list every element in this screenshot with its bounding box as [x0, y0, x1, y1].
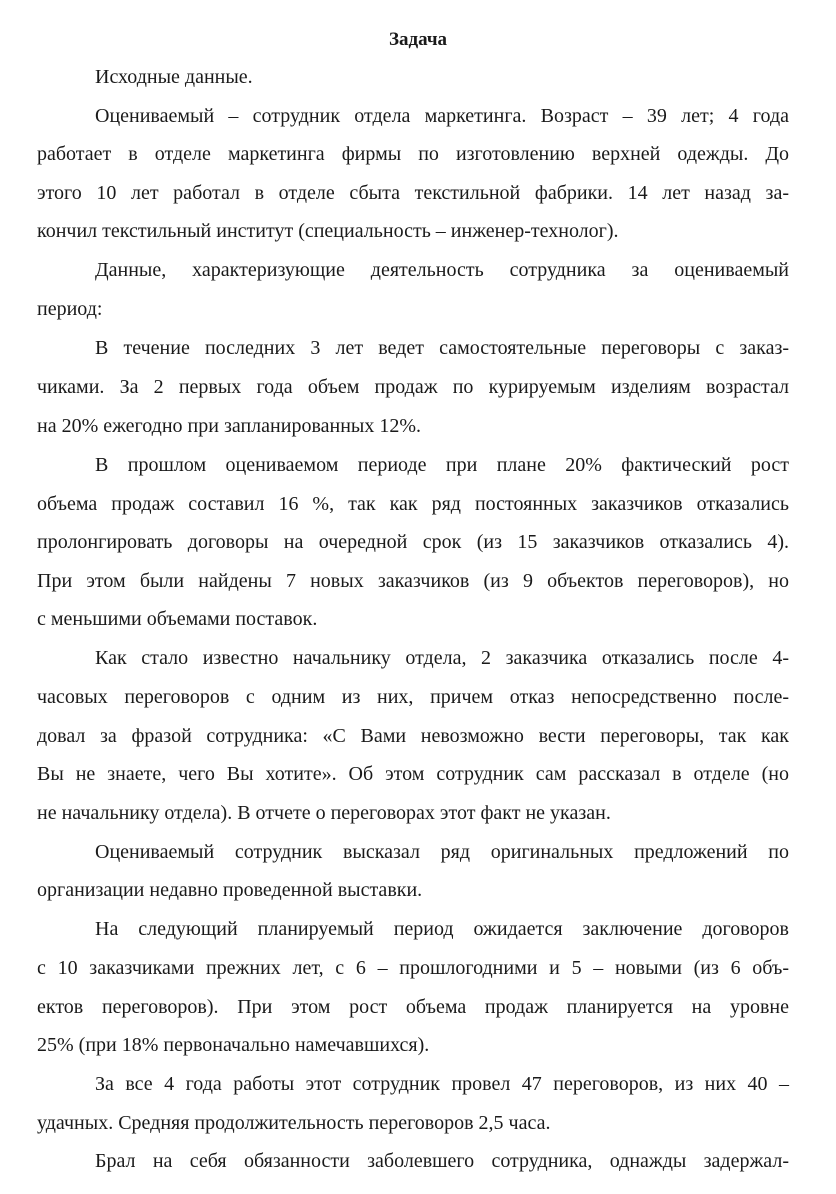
text-line: В течение последних 3 лет ведет самостоятельные переговоры с заказ- — [95, 337, 789, 359]
text-line: Данные, характеризующие деятельность сотрудника за оцениваемый — [95, 259, 789, 281]
text-line: Вы не знаете, чего Вы хотите». Об этом сотрудник сам рассказал в отделе (но — [37, 763, 789, 785]
text-line: на 20% ежегодно при запланированных 12%. — [37, 415, 422, 437]
text-line: организации недавно проведенной выставки. — [37, 879, 423, 901]
text-line: Оцениваемый – сотрудник отдела маркетинга. Возраст – 39 лет; 4 года — [95, 105, 789, 127]
text-line: В прошлом оцениваемом периоде при плане 20% фактический рост — [95, 454, 789, 476]
text-line: Брал на себя обязанности заболевшего сотрудника, однажды задержал- — [95, 1150, 789, 1172]
text-line: Исходные данные. — [95, 66, 253, 88]
text-line: период: — [37, 298, 103, 320]
text-line: довал за фразой сотрудника: «С Вами невозможно вести переговоры, так как — [37, 725, 789, 747]
text-line: не начальнику отдела). В отчете о переговорах этот факт не указан. — [37, 802, 611, 824]
text-line: ектов переговоров). При этом рост объема продаж планируется на уровне — [37, 996, 789, 1018]
text-line: чиками. За 2 первых года объем продаж по курируемым изделиям возрастал — [37, 376, 789, 398]
text-line: часовых переговоров с одним из них, причем отказ непосредственно после- — [37, 686, 789, 708]
text-line: кончил текстильный институт (специальность – инженер-технолог). — [37, 220, 619, 242]
text-line: За все 4 года работы этот сотрудник провел 47 переговоров, из них 40 – — [95, 1073, 789, 1095]
text-line: 25% (при 18% первоначально намечавшихся). — [37, 1034, 430, 1056]
text-line: При этом были найдены 7 новых заказчиков (из 9 объектов переговоров), но — [37, 570, 789, 592]
text-line: Оцениваемый сотрудник высказал ряд оригинальных предложений по — [95, 841, 789, 863]
text-line: с 10 заказчиками прежних лет, с 6 – прошлогодними и 5 – новыми (из 6 объ- — [37, 957, 789, 979]
text-line: пролонгировать договоры на очередной срок (из 15 заказчиков отказались 4). — [37, 531, 789, 553]
document-title: Задача — [388, 29, 448, 50]
text-line: с меньшими объемами поставок. — [37, 608, 318, 630]
text-line: На следующий планируемый период ожидается заключение договоров — [95, 918, 789, 940]
text-line: этого 10 лет работал в отделе сбыта текстильной фабрики. 14 лет назад за- — [37, 182, 789, 204]
text-line: Как стало известно начальнику отдела, 2 заказчика отказались после 4- — [95, 647, 789, 669]
text-line: удачных. Средняя продолжительность переговоров 2,5 часа. — [37, 1112, 551, 1134]
text-line: объема продаж составил 16 %, так как ряд постоянных заказчиков отказались — [37, 493, 789, 515]
text-line: работает в отделе маркетинга фирмы по изготовлению верхней одежды. До — [37, 143, 789, 165]
